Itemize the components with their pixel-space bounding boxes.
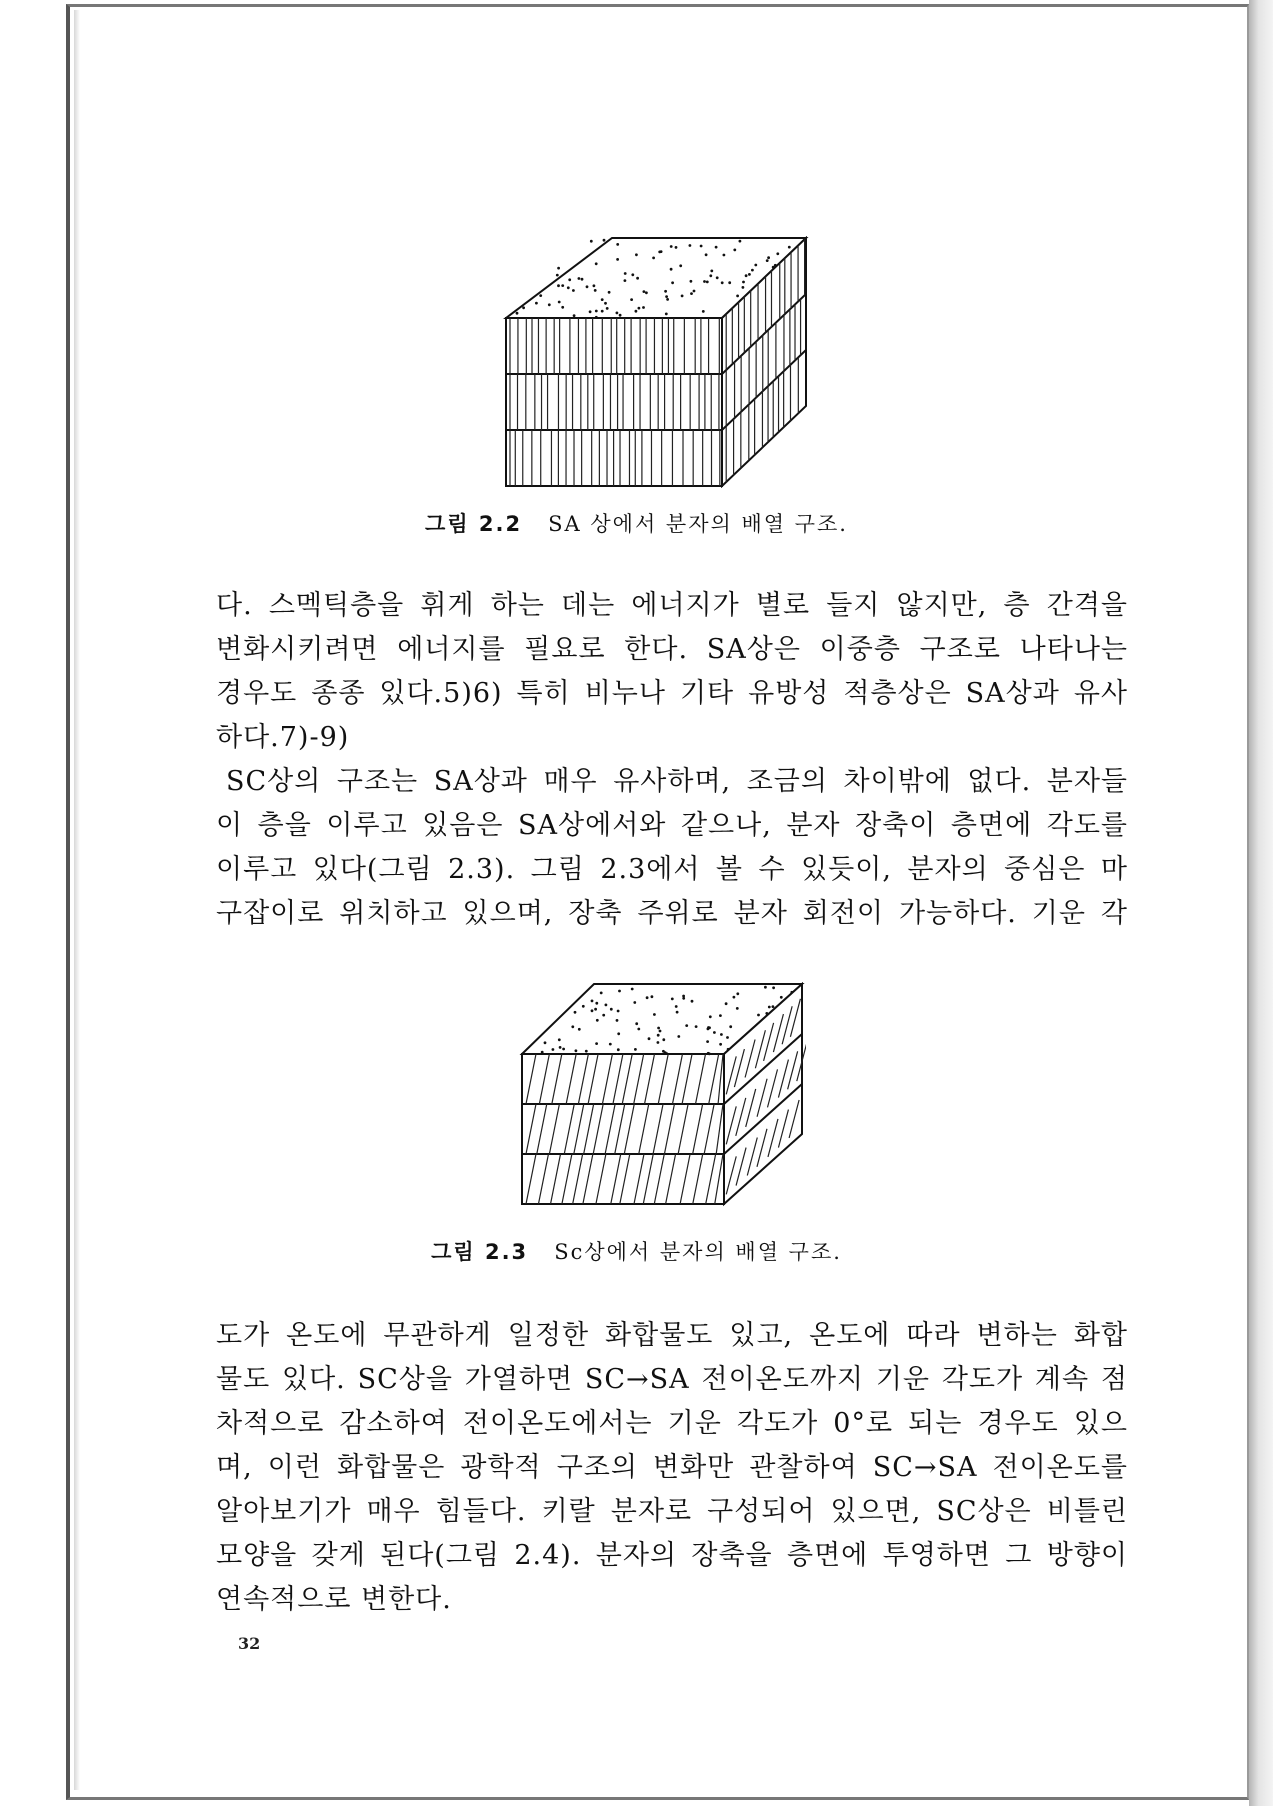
text-line: 하다.7)-9) <box>216 722 350 753</box>
viewer-scrollbar-area <box>1249 0 1273 1806</box>
text-line: 구잡이로 위치하고 있으며, 장축 주위로 분자 회전이 가능하다. 기운 각 <box>216 898 1128 929</box>
text-line: 변화시키려면 에너지를 필요로 한다. SA상은 이중층 구조로 나타나는 <box>216 634 1128 665</box>
text-line: 물도 있다. SC상을 가열하면 SC→SA 전이온도까지 기운 각도가 계속 점 <box>216 1364 1128 1395</box>
page-number: 32 <box>238 1634 261 1653</box>
page-edge <box>74 10 80 1790</box>
text-line: 이 층을 이루고 있음은 SA상에서와 같으나, 분자 장축이 층면에 각도를 <box>216 810 1128 841</box>
text-line: 도가 온도에 무관하게 일정한 화합물도 있고, 온도에 따라 변하는 화합 <box>216 1320 1128 1351</box>
text-line: 이루고 있다(그림 2.3). 그림 2.3에서 볼 수 있듯이, 분자의 중심은 마 <box>216 854 1128 885</box>
figure-caption <box>0 1236 1273 1266</box>
text-line: 알아보기가 매우 힘들다. 키랄 분자로 구성되어 있으면, SC상은 비틀린 <box>216 1496 1128 1527</box>
figure-caption-text: SA 상에서 분자의 배열 구조. <box>548 512 848 536</box>
figure-smectic-c-diagram <box>518 982 806 1208</box>
body-text-block <box>216 584 1128 936</box>
body-text-block <box>216 1314 1128 1622</box>
text-line: 차적으로 감소하여 전이온도에서는 기운 각도가 0°로 되는 경우도 있으 <box>216 1408 1128 1439</box>
text-line: 연속적으로 변한다. <box>216 1584 452 1615</box>
text-line: 며, 이런 화합물은 광학적 구조의 변화만 관찰하여 SC→SA 전이온도를 <box>216 1452 1128 1483</box>
front-face <box>522 1054 724 1204</box>
text-line: 모양을 갖게 된다(그림 2.4). 분자의 장축을 층면에 투영하면 그 방향이 <box>216 1540 1128 1571</box>
figure-caption-text: Sc상에서 분자의 배열 구조. <box>554 1240 842 1264</box>
text-line: 경우도 종종 있다.5)6) 특히 비누나 기타 유방성 적층상은 SA상과 유사 <box>216 678 1128 709</box>
text-line: SC상의 구조는 SA상과 매우 유사하며, 조금의 차이밖에 없다. 분자들 <box>226 766 1128 797</box>
figure-smectic-a-diagram <box>500 236 816 488</box>
figure-label: 그림 2.3 <box>431 1240 529 1264</box>
text-line: 다. 스멕틱층을 휘게 하는 데는 에너지가 별로 들지 않지만, 층 간격을 <box>216 590 1129 621</box>
figure-label: 그림 2.2 <box>425 512 523 536</box>
figure-caption <box>0 508 1273 538</box>
